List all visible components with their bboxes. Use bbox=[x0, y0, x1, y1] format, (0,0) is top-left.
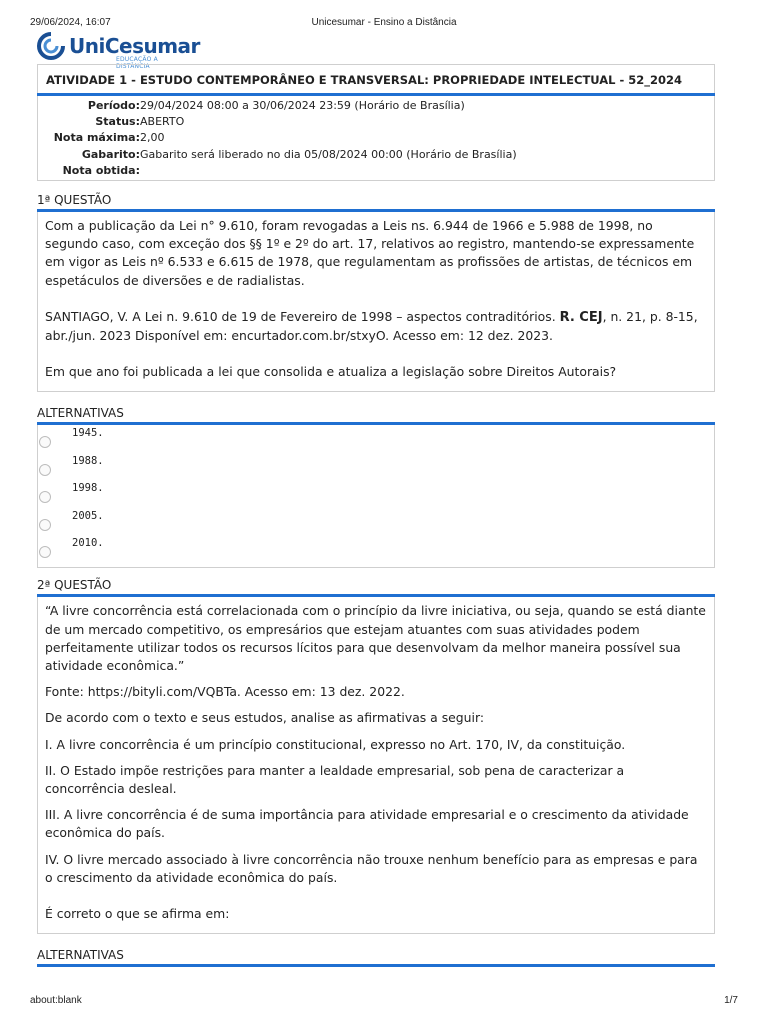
radio-button[interactable] bbox=[39, 436, 51, 448]
unicesumar-logo bbox=[36, 32, 200, 70]
print-url: about:blank bbox=[30, 995, 82, 1006]
alternative-option[interactable] bbox=[38, 426, 714, 453]
question-2-heading: 2ª QUESTÃO bbox=[37, 578, 112, 593]
question-2-source: Fonte: https://bityli.com/VQBTa. Acesso em: 13 dez. 2022. bbox=[45, 684, 405, 700]
print-header bbox=[0, 17, 768, 31]
question-2-prompt: É correto o que se afirma em: bbox=[45, 906, 230, 922]
page-number: 1/7 bbox=[724, 995, 738, 1006]
statement-1: I. A livre concorrência é um princípio constitucional, expresso no Art. 170, IV, da constituição. bbox=[45, 736, 626, 752]
question-1-heading: 1ª QUESTÃO bbox=[37, 193, 112, 208]
citation-text: SANTIAGO, V. A Lei n. 9.610 de 19 de Fevereiro de 1998 – aspectos contraditórios. bbox=[45, 308, 556, 324]
question-1-text: Com a publicação da Lei n° 9.610, foram revogadas a Leis ns. 6.944 de 1966 e 5.988 de 1998, no segundo caso, com exceção dos §§ 1º e 2º do art. 17, relativos ao registro, mantendo-se expressamente em vigor as Leis nº 6.533 e 6.615 de 1978, que regulamentam as profissões de artistas, de técnicos em espetáculos de diversões e de radialistas. bbox=[45, 218, 695, 288]
question-2-quote: “A livre concorrência está correlacionada com o princípio da livre iniciativa, ou seja, quando se está diante de um mercado competitivo, os empresários que estejam atuantes com suas atividades podem perfeitamente utilizar todos os recursos lícitos para que desenvolvam da melhor maneira possível sua atividade econômica.” bbox=[45, 603, 706, 673]
question-1-citation bbox=[45, 308, 707, 345]
info-value: ABERTO bbox=[140, 115, 185, 129]
activity-title: ATIVIDADE 1 - ESTUDO CONTEMPORÂNEO E TRANSVERSAL: PROPRIEDADE INTELECTUAL - 52_2024 bbox=[37, 64, 715, 93]
info-row-grade-obtained bbox=[38, 163, 714, 179]
alternative-label: 1988. bbox=[72, 454, 104, 467]
alternative-option[interactable] bbox=[38, 536, 714, 563]
question-2-body bbox=[37, 597, 715, 934]
logo-name: UniCesumar bbox=[69, 34, 200, 58]
alternative-option[interactable] bbox=[38, 454, 714, 481]
info-row-max-grade bbox=[38, 130, 714, 146]
alternative-label: 2010. bbox=[72, 537, 104, 549]
info-value: Gabarito será liberado no dia 05/08/2024 00:00 (Horário de Brasília) bbox=[140, 147, 517, 161]
info-label: Gabarito: bbox=[81, 147, 140, 161]
radio-button[interactable] bbox=[39, 519, 51, 531]
question-1-alternatives-heading: ALTERNATIVAS bbox=[37, 406, 124, 421]
info-row-period bbox=[38, 98, 714, 114]
page-content bbox=[37, 64, 715, 967]
statement-2: II. O Estado impõe restrições para manter a lealdade empresarial, sob pena de caracterizar a concorrência desleal. bbox=[45, 762, 625, 797]
alternative-label: 2005. bbox=[72, 509, 104, 522]
radio-button[interactable] bbox=[39, 491, 51, 503]
alternative-label: 1998. bbox=[72, 482, 104, 495]
radio-button[interactable] bbox=[39, 464, 51, 476]
question-2-alternatives-heading: ALTERNATIVAS bbox=[37, 948, 124, 963]
logo-mark-icon bbox=[36, 32, 66, 60]
divider bbox=[37, 964, 715, 967]
citation-details: , n. 21, p. 8-15, abr./jun. 2023 Disponível em: encurtador.com.br/stxyO. Acesso em: 12 dez. 2023. bbox=[45, 308, 698, 344]
alternative-option[interactable] bbox=[38, 509, 714, 536]
citation-journal: R. CEJ bbox=[559, 309, 603, 325]
statement-4: IV. O livre mercado associado à livre concorrência não trouxe nenhum benefício para as empresas e para o crescimento da atividade econômica do país. bbox=[45, 851, 698, 885]
info-row-status bbox=[38, 114, 714, 130]
print-date: 29/06/2024, 16:07 bbox=[30, 17, 111, 28]
alternative-label: 1945. bbox=[72, 427, 104, 440]
question-1-body bbox=[37, 212, 715, 392]
statement-3: III. A livre concorrência é de suma importância para atividade empresarial e o crescimento da atividade econômica do país. bbox=[45, 807, 689, 841]
info-value: 2,00 bbox=[140, 131, 165, 145]
logo-subtitle: EDUCAÇÃO A DISTÂNCIA bbox=[116, 56, 158, 70]
activity-info bbox=[37, 96, 715, 181]
radio-button[interactable] bbox=[39, 546, 51, 558]
alternative-option[interactable] bbox=[38, 481, 714, 508]
question-1-alternatives bbox=[37, 425, 715, 568]
question-2-intro: De acordo com o texto e seus estudos, analise as afirmativas a seguir: bbox=[45, 710, 485, 726]
question-1-prompt: Em que ano foi publicada a lei que consolida e atualiza a legislação sobre Direitos Autorais? bbox=[45, 364, 617, 380]
info-label: Status: bbox=[95, 115, 140, 129]
info-label: Nota obtida: bbox=[62, 163, 140, 177]
info-label: Nota máxima: bbox=[53, 131, 140, 145]
info-value: 29/04/2024 08:00 a 30/06/2024 23:59 (Horário de Brasília) bbox=[140, 99, 465, 112]
info-row-answer-key bbox=[38, 147, 714, 163]
info-label: Período: bbox=[87, 99, 140, 112]
print-title: Unicesumar - Ensino a Distância bbox=[311, 17, 457, 28]
